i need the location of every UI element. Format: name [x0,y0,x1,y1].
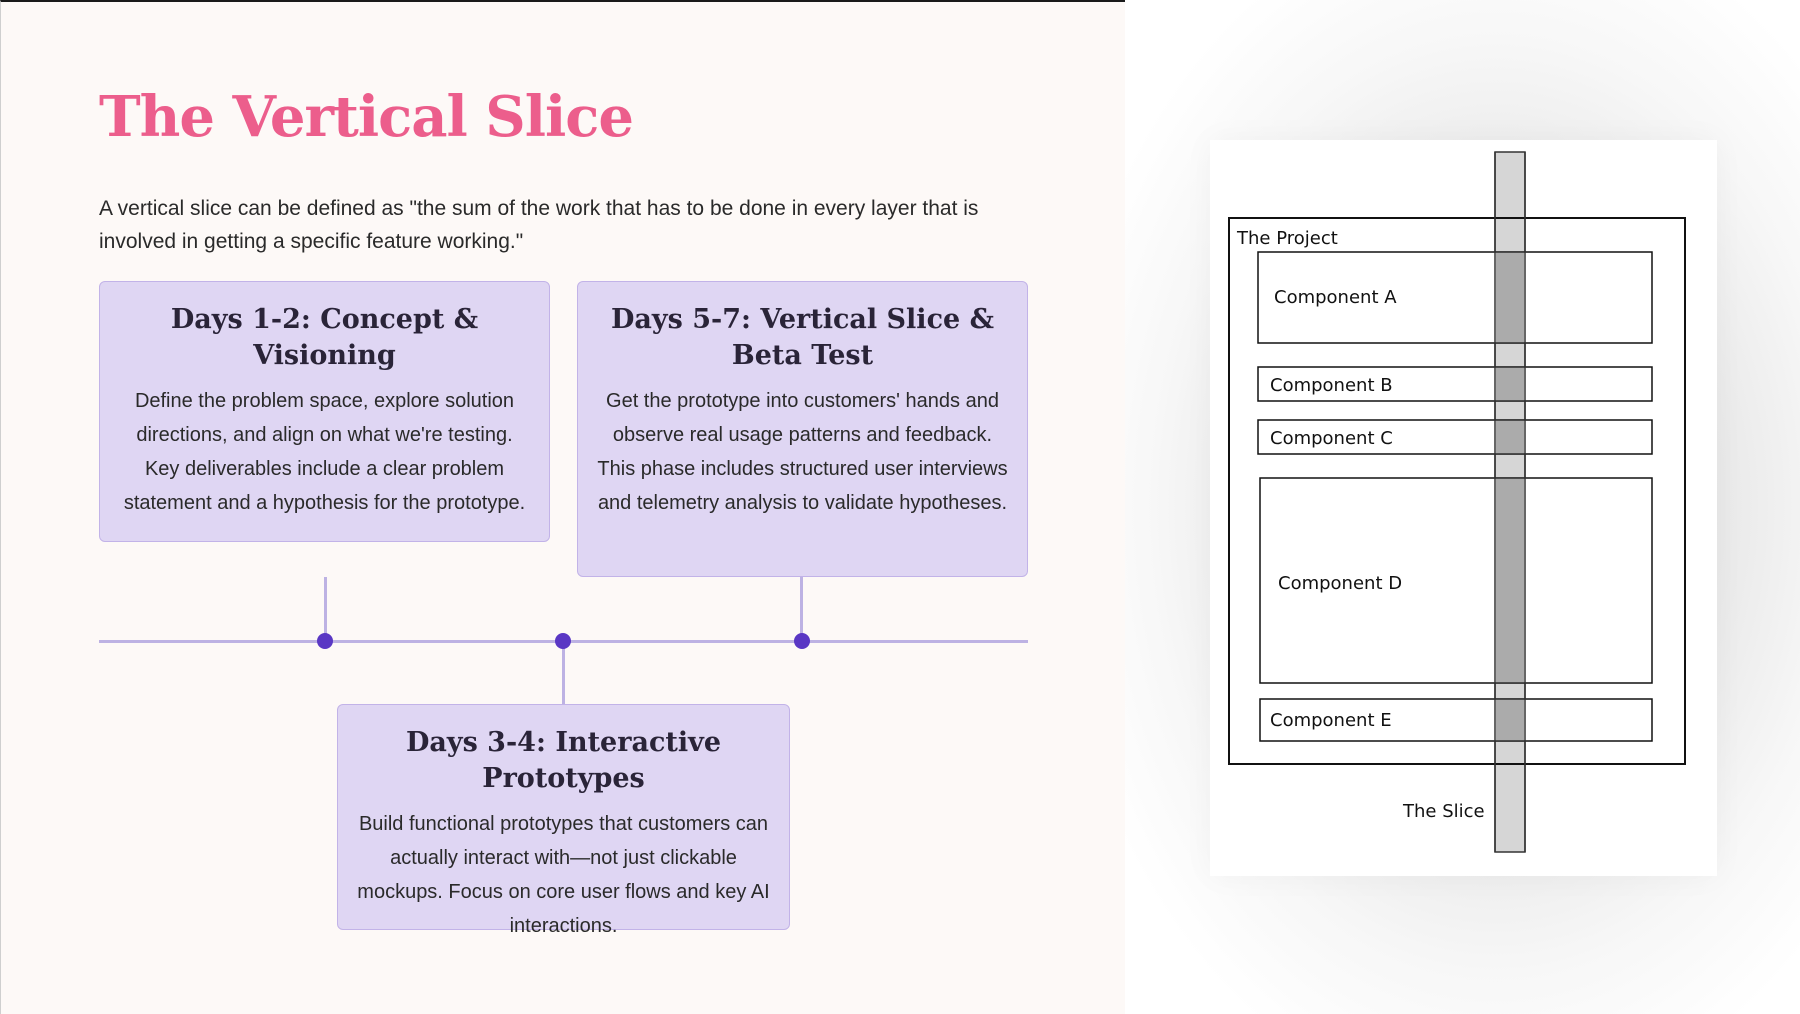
vertical-slice-diagram [1210,140,1717,876]
page-title: The Vertical Slice [99,84,633,150]
timeline-connector-3 [800,577,803,640]
phase-title: Days 3-4: Interactive Prototypes [405,727,721,794]
intro-text: A vertical slice can be defined as "the sum of the work that has to be done in every layer that is involved in getting a specific feature working." [99,197,979,253]
phase-card-days-3-4 [337,704,790,937]
component-label-b: Component B [1270,375,1393,396]
component-label-d: Component D [1278,573,1403,594]
project-label: The Project [1237,228,1338,249]
slice-intersection-e [1496,700,1524,740]
phase-card-days-5-7 [577,281,1028,577]
phase-description: Define the problem space, explore solution directions, and align on what we're testing. Key deliverables include a clear problem statement and a hypothesis for the prototype. [123,390,526,514]
phase-description: Build functional prototypes that customers can actually interact with—not just clickable mockups. Focus on core user flows and key AI interactions. [357,813,770,937]
timeline-connector-1 [324,577,327,640]
timeline-connector-2 [562,643,565,704]
slice-label: The Slice [1403,801,1485,822]
timeline-dot-3 [794,633,810,649]
timeline-dot-2 [555,633,571,649]
timeline-dot-1 [317,633,333,649]
component-label-c: Component C [1270,428,1393,449]
slice-intersection-d [1496,479,1524,682]
phase-title: Days 1-2: Concept & Visioning [170,304,479,371]
slice-intersection-a [1496,253,1524,342]
component-label-e: Component E [1270,710,1392,731]
component-label-a: Component A [1274,287,1397,308]
phase-title: Days 5-7: Vertical Slice & Beta Test [611,304,994,371]
phase-card-days-1-2 [99,281,550,542]
slice-intersection-b [1496,368,1524,400]
phase-description: Get the prototype into customers' hands and observe real usage patterns and feedback. This phase includes structured user interviews and telemetry analysis to validate hypotheses. [597,390,1008,514]
slice-intersection-c [1496,421,1524,453]
